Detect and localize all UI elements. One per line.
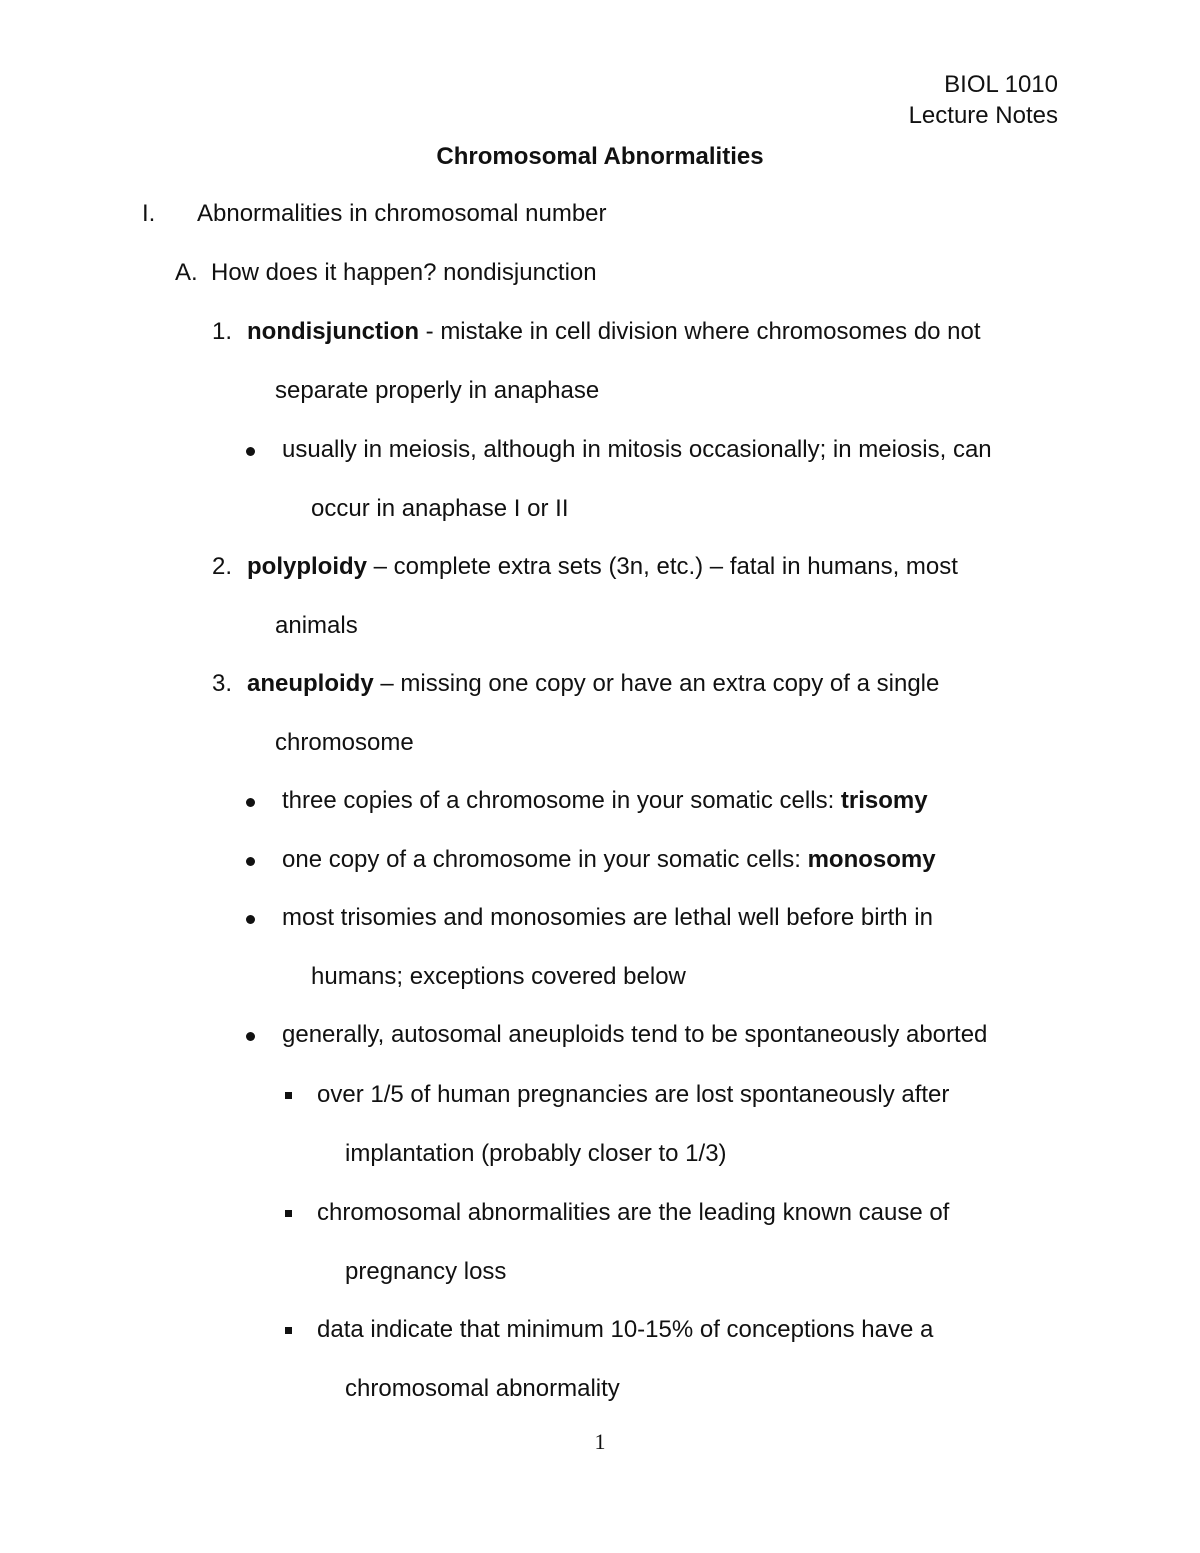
item-marker-3: 3.: [212, 670, 233, 697]
item-2-definition: – complete extra sets (3n, etc.) – fatal in humans, most: [367, 553, 958, 580]
item-3-bullet-2: [282, 845, 936, 875]
item-3-bullet-4: generally, autosomal aneuploids tend to be spontaneously aborted: [282, 1021, 988, 1048]
term-monosomy: monosomy: [807, 846, 936, 873]
item-3-bullet-3-line-1: most trisomies and monosomies are lethal well before birth in: [282, 904, 933, 931]
sub-bullet-2-line-1: chromosomal abnormalities are the leading known cause of: [317, 1199, 950, 1226]
sub-heading-A: How does it happen? nondisjunction: [211, 259, 597, 286]
sub-bullet-square: [285, 1327, 292, 1334]
bullet-1-text: three copies of a chromosome in your somatic cells:: [282, 787, 841, 814]
section-heading-I: Abnormalities in chromosomal number: [197, 200, 607, 227]
item-3-line-2: chromosome: [275, 729, 414, 756]
bullet-2-text: one copy of a chromosome in your somatic cells:: [282, 846, 808, 873]
sub-bullet-square: [285, 1210, 292, 1217]
sub-bullet-3-line-2: chromosomal abnormality: [345, 1375, 620, 1402]
sub-marker-A: A.: [175, 259, 198, 286]
term-polyploidy: polyploidy: [247, 553, 367, 580]
term-trisomy: trisomy: [840, 787, 928, 814]
bullet-dot: [246, 798, 255, 807]
item-3-bullet-1: [282, 786, 928, 816]
item-1-line-2: separate properly in anaphase: [275, 377, 600, 404]
item-2-line-1: [247, 552, 958, 582]
item-3-bullet-3-line-2: humans; exceptions covered below: [311, 963, 686, 990]
item-marker-2: 2.: [212, 553, 233, 580]
sub-bullet-1-line-2: implantation (probably closer to 1/3): [345, 1140, 727, 1167]
item-2-line-2: animals: [275, 612, 358, 639]
sub-bullet-3-line-1: data indicate that minimum 10-15% of conceptions have a: [317, 1316, 934, 1343]
item-1-line-1: [247, 317, 981, 347]
document-type: Lecture Notes: [908, 102, 1058, 129]
bullet-dot: [246, 447, 255, 456]
item-marker-1: 1.: [212, 318, 233, 345]
item-1-bullet-1-line-1: usually in meiosis, although in mitosis occasionally; in meiosis, can: [282, 436, 992, 463]
page-title: Chromosomal Abnormalities: [436, 143, 764, 170]
item-1-definition: - mistake in cell division where chromosomes do not: [418, 318, 981, 345]
term-aneuploidy: aneuploidy: [247, 670, 374, 697]
page-number: 1: [594, 1429, 606, 1454]
term-nondisjunction: nondisjunction: [247, 318, 419, 345]
item-3-line-1: [247, 669, 939, 699]
item-1-bullet-1-line-2: occur in anaphase I or II: [311, 495, 569, 522]
item-3-definition: – missing one copy or have an extra copy of a single: [373, 670, 940, 697]
course-code: BIOL 1010: [944, 71, 1058, 98]
bullet-dot: [246, 1032, 255, 1041]
bullet-dot: [246, 857, 255, 866]
section-marker-I: I.: [142, 200, 156, 227]
bullet-dot: [246, 915, 255, 924]
sub-bullet-square: [285, 1092, 292, 1099]
sub-bullet-2-line-2: pregnancy loss: [345, 1258, 507, 1285]
sub-bullet-1-line-1: over 1/5 of human pregnancies are lost spontaneously after: [317, 1081, 950, 1108]
